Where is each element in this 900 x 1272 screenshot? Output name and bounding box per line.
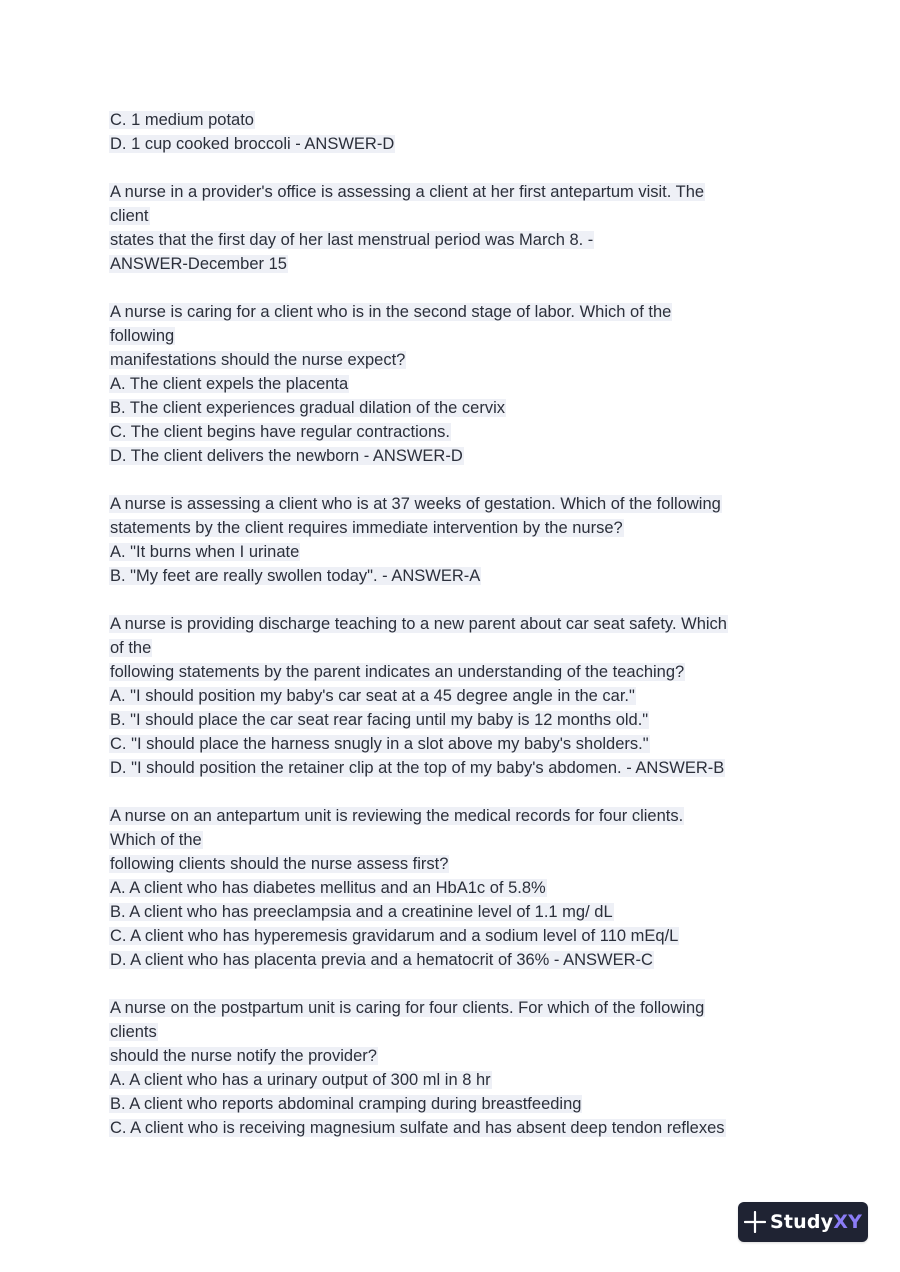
text-line-content: clients [110, 1023, 157, 1041]
text-line-content: A nurse on an antepartum unit is reviewing the medical records for four clients. [110, 807, 684, 825]
text-line [109, 1068, 809, 1092]
text-line-content: following clients should the nurse assess first? [110, 855, 449, 873]
text-line-content: manifestations should the nurse expect? [110, 351, 406, 369]
text-line-content: Which of the [110, 831, 202, 849]
question-block [109, 300, 809, 468]
brand-accent: XY [833, 1211, 863, 1233]
text-line [109, 924, 809, 948]
text-line-content: states that the first day of her last menstrual period was March 8. - [110, 231, 594, 249]
text-line-content: B. A client who has preeclampsia and a creatinine level of 1.1 mg/ dL [110, 903, 613, 921]
text-line-content: statements by the client requires immediate intervention by the nurse? [110, 519, 623, 537]
text-line-content: C. 1 medium potato [110, 111, 254, 129]
text-line [109, 324, 809, 348]
text-line [109, 348, 809, 372]
paragraph-gap [109, 276, 809, 300]
text-line-content: A. A client who has a urinary output of 300 ml in 8 hr [110, 1071, 491, 1089]
text-line [109, 900, 809, 924]
text-line [109, 516, 809, 540]
question-block [109, 804, 809, 972]
text-line-content: C. The client begins have regular contractions. [110, 423, 450, 441]
text-line-content: of the [110, 639, 152, 657]
text-line [109, 204, 809, 228]
text-line [109, 540, 809, 564]
text-line-content: D. A client who has placenta previa and a hematocrit of 36% - ANSWER-C [110, 951, 653, 969]
brand-main: Study [769, 1211, 834, 1233]
text-line [109, 612, 809, 636]
text-line [109, 828, 809, 852]
text-line-content: A. The client expels the placenta [110, 375, 349, 393]
text-line-content: A nurse is providing discharge teaching to a new parent about car seat safety. Which [110, 615, 727, 633]
text-line [109, 948, 809, 972]
text-line-content: A nurse on the postpartum unit is caring for four clients. For which of the following [110, 999, 705, 1017]
text-line [109, 708, 809, 732]
text-line-content: B. "I should place the car seat rear facing until my baby is 12 months old." [110, 711, 649, 729]
paragraph-gap [109, 156, 809, 180]
text-line [109, 300, 809, 324]
text-line-content: D. "I should position the retainer clip at the top of my baby's abdomen. - ANSWER-B [110, 759, 725, 777]
text-line-content: following statements by the parent indicates an understanding of the teaching? [110, 663, 685, 681]
brand-logo-text [770, 1211, 862, 1233]
text-line-content: C. A client who has hyperemesis gravidarum and a sodium level of 110 mEq/L [110, 927, 679, 945]
text-line-content: D. The client delivers the newborn - ANSWER-D [110, 447, 463, 465]
text-line [109, 396, 809, 420]
paragraph-gap [109, 468, 809, 492]
question-block [109, 492, 809, 588]
text-line-content: A. "It burns when I urinate [110, 543, 300, 561]
text-line [109, 684, 809, 708]
text-line-content: C. A client who is receiving magnesium sulfate and has absent deep tendon reflexes [110, 1119, 725, 1137]
text-line-content: A. A client who has diabetes mellitus and an HbA1c of 5.8% [110, 879, 546, 897]
text-line [109, 1020, 809, 1044]
text-line [109, 420, 809, 444]
paragraph-gap [109, 972, 809, 996]
text-line-content: should the nurse notify the provider? [110, 1047, 377, 1065]
question-block [109, 996, 809, 1140]
text-line [109, 660, 809, 684]
text-line-content: A. "I should position my baby's car seat at a 45 degree angle in the car." [110, 687, 635, 705]
text-line [109, 1044, 809, 1068]
text-line-content: client [110, 207, 149, 225]
text-line-content: A nurse is caring for a client who is in the second stage of labor. Which of the [110, 303, 672, 321]
text-line [109, 1116, 809, 1140]
text-line-content: A nurse in a provider's office is assessing a client at her first antepartum visit. The [110, 183, 705, 201]
plus-sparkle-icon [744, 1211, 766, 1233]
text-line-content: B. The client experiences gradual dilation of the cervix [110, 399, 506, 417]
text-line-content: D. 1 cup cooked broccoli - ANSWER-D [110, 135, 395, 153]
question-block [109, 108, 809, 156]
text-line [109, 108, 809, 132]
text-line [109, 996, 809, 1020]
paragraph-gap [109, 588, 809, 612]
document-body [109, 108, 809, 1140]
studyxy-badge[interactable] [738, 1202, 868, 1242]
text-line-content: A nurse is assessing a client who is at 37 weeks of gestation. Which of the following [110, 495, 721, 513]
text-line-content: ANSWER-December 15 [110, 255, 287, 273]
paragraph-gap [109, 780, 809, 804]
text-line [109, 444, 809, 468]
text-line [109, 636, 809, 660]
text-line [109, 756, 809, 780]
text-line [109, 132, 809, 156]
text-line-content: B. A client who reports abdominal cramping during breastfeeding [110, 1095, 582, 1113]
text-line [109, 180, 809, 204]
text-line [109, 372, 809, 396]
text-line [109, 804, 809, 828]
text-line-content: following [110, 327, 175, 345]
text-line [109, 564, 809, 588]
text-line [109, 252, 809, 276]
text-line [109, 492, 809, 516]
text-line [109, 228, 809, 252]
text-line [109, 732, 809, 756]
text-line-content: B. "My feet are really swollen today". - ANSWER-A [110, 567, 481, 585]
question-block [109, 180, 809, 276]
text-line [109, 852, 809, 876]
question-block [109, 612, 809, 780]
text-line-content: C. "I should place the harness snugly in a slot above my baby's sholders." [110, 735, 649, 753]
text-line [109, 1092, 809, 1116]
text-line [109, 876, 809, 900]
